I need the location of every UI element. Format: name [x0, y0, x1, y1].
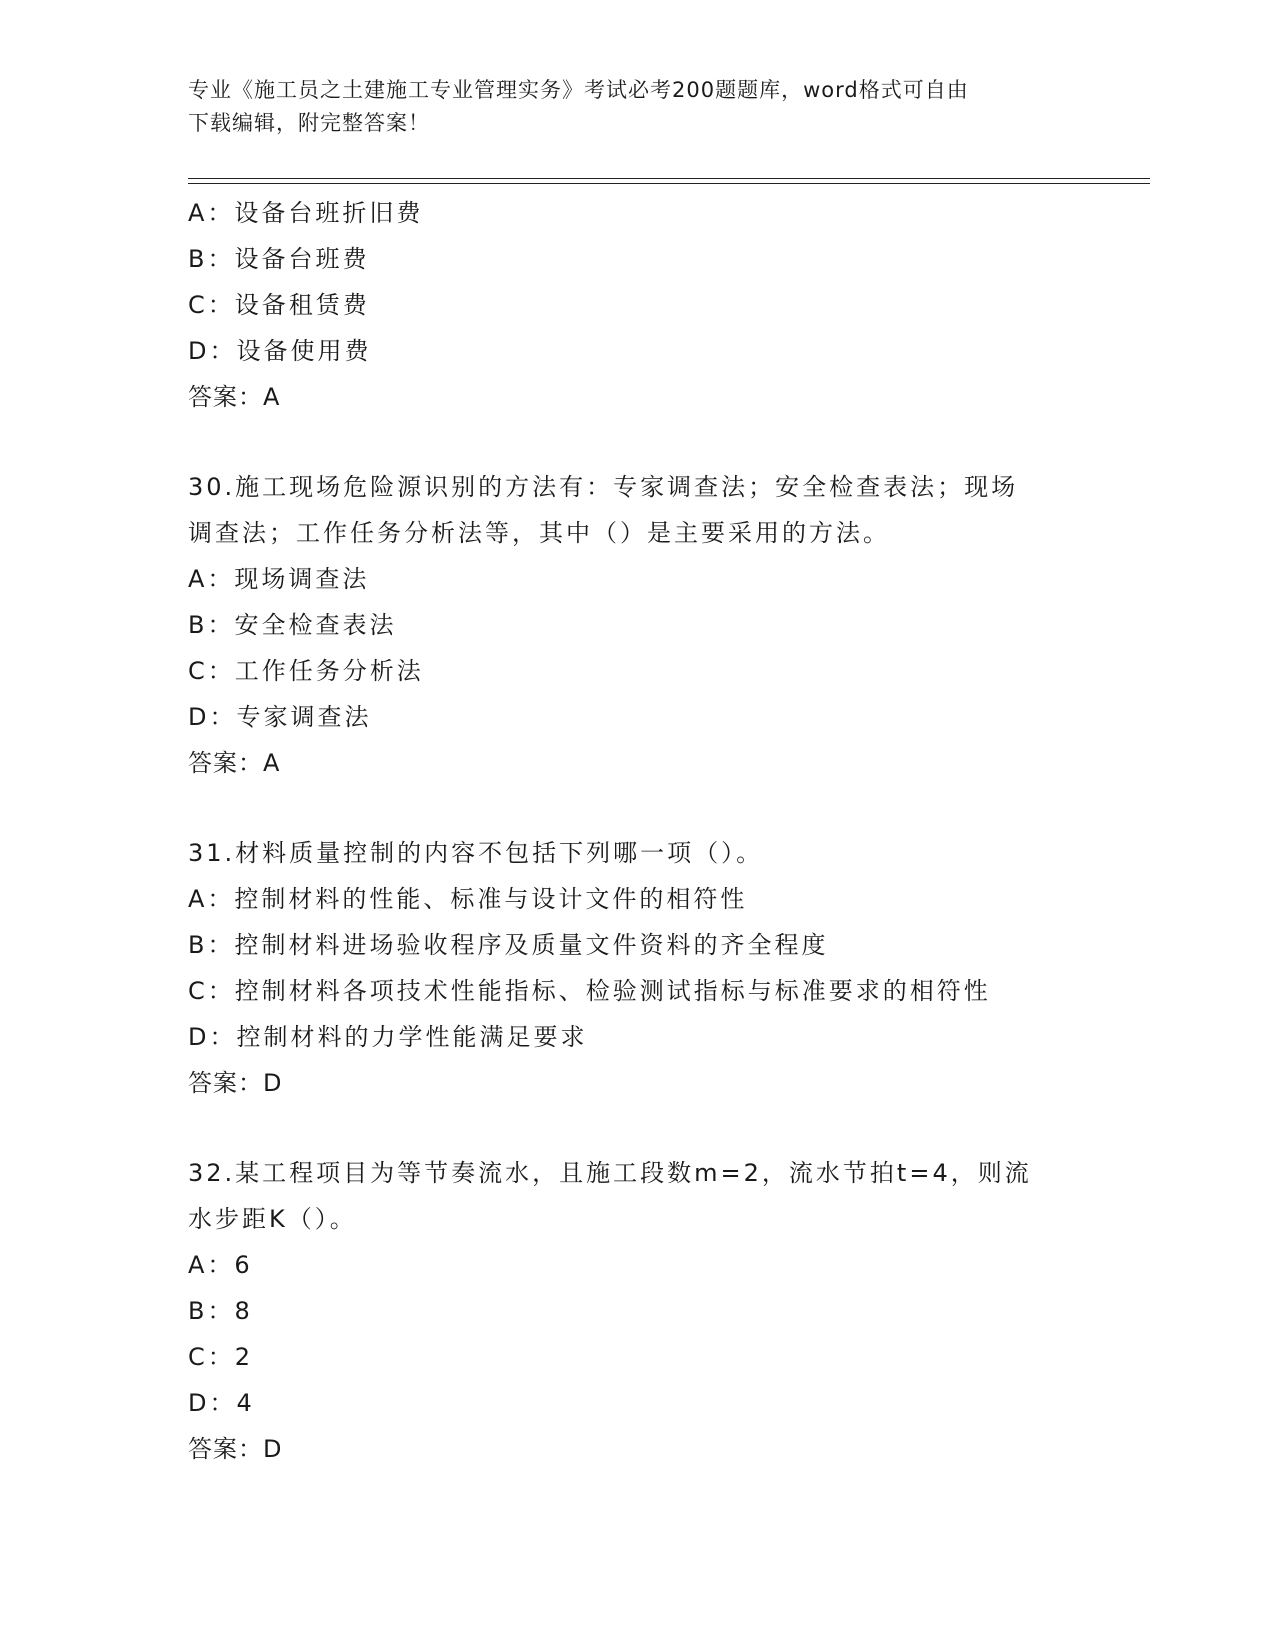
header-line-1: 专业《施工员之土建施工专业管理实务》考试必考200题题库，word格式可自由 — [188, 78, 969, 102]
option-a: A：控制材料的性能、标准与设计文件的相符性 — [188, 885, 748, 913]
header-divider-top — [188, 178, 1150, 179]
option-b: B：控制材料进场验收程序及质量文件资料的齐全程度 — [188, 931, 829, 959]
question-text-line-1: 30.施工现场危险源识别的方法有：专家调查法；安全检查表法；现场 — [188, 473, 1019, 501]
answer: 答案：A — [188, 383, 281, 411]
spacer — [188, 420, 1088, 464]
question-text-line-2: 调查法；工作任务分析法等，其中（）是主要采用的方法。 — [188, 519, 890, 547]
question-text-line-2: 水步距K（）。 — [188, 1205, 357, 1233]
question-text-line-1: 31.材料质量控制的内容不包括下列哪一项（）。 — [188, 839, 764, 867]
spacer — [188, 1106, 1088, 1150]
answer: 答案：D — [188, 1069, 283, 1097]
question-text-line-1: 32.某工程项目为等节奏流水，且施工段数m=2，流水节拍t=4，则流 — [188, 1159, 1032, 1187]
option-a: A：6 — [188, 1251, 253, 1279]
option-d: D：设备使用费 — [188, 337, 372, 365]
option-c: C：工作任务分析法 — [188, 657, 424, 685]
option-d: D：4 — [188, 1389, 255, 1417]
option-a: A：现场调查法 — [188, 565, 370, 593]
question-list — [188, 190, 1088, 1472]
spacer — [188, 786, 1088, 830]
question-30 — [188, 464, 1088, 786]
option-b: B：8 — [188, 1297, 253, 1325]
document-header — [188, 74, 1088, 140]
option-c: C：2 — [188, 1343, 254, 1371]
option-c: C：设备租赁费 — [188, 291, 370, 319]
option-d: D：专家调查法 — [188, 703, 372, 731]
option-a: A：设备台班折旧费 — [188, 199, 424, 227]
question-29 — [188, 190, 1088, 420]
option-b: B：安全检查表法 — [188, 611, 397, 639]
option-c: C：控制材料各项技术性能指标、检验测试指标与标准要求的相符性 — [188, 977, 991, 1005]
question-32 — [188, 1150, 1088, 1472]
option-b: B：设备台班费 — [188, 245, 370, 273]
question-31 — [188, 830, 1088, 1106]
option-d: D：控制材料的力学性能满足要求 — [188, 1023, 588, 1051]
header-line-2: 下载编辑，附完整答案！ — [188, 111, 430, 135]
answer: 答案：A — [188, 749, 281, 777]
header-divider-bottom — [188, 183, 1150, 184]
answer: 答案：D — [188, 1435, 283, 1463]
